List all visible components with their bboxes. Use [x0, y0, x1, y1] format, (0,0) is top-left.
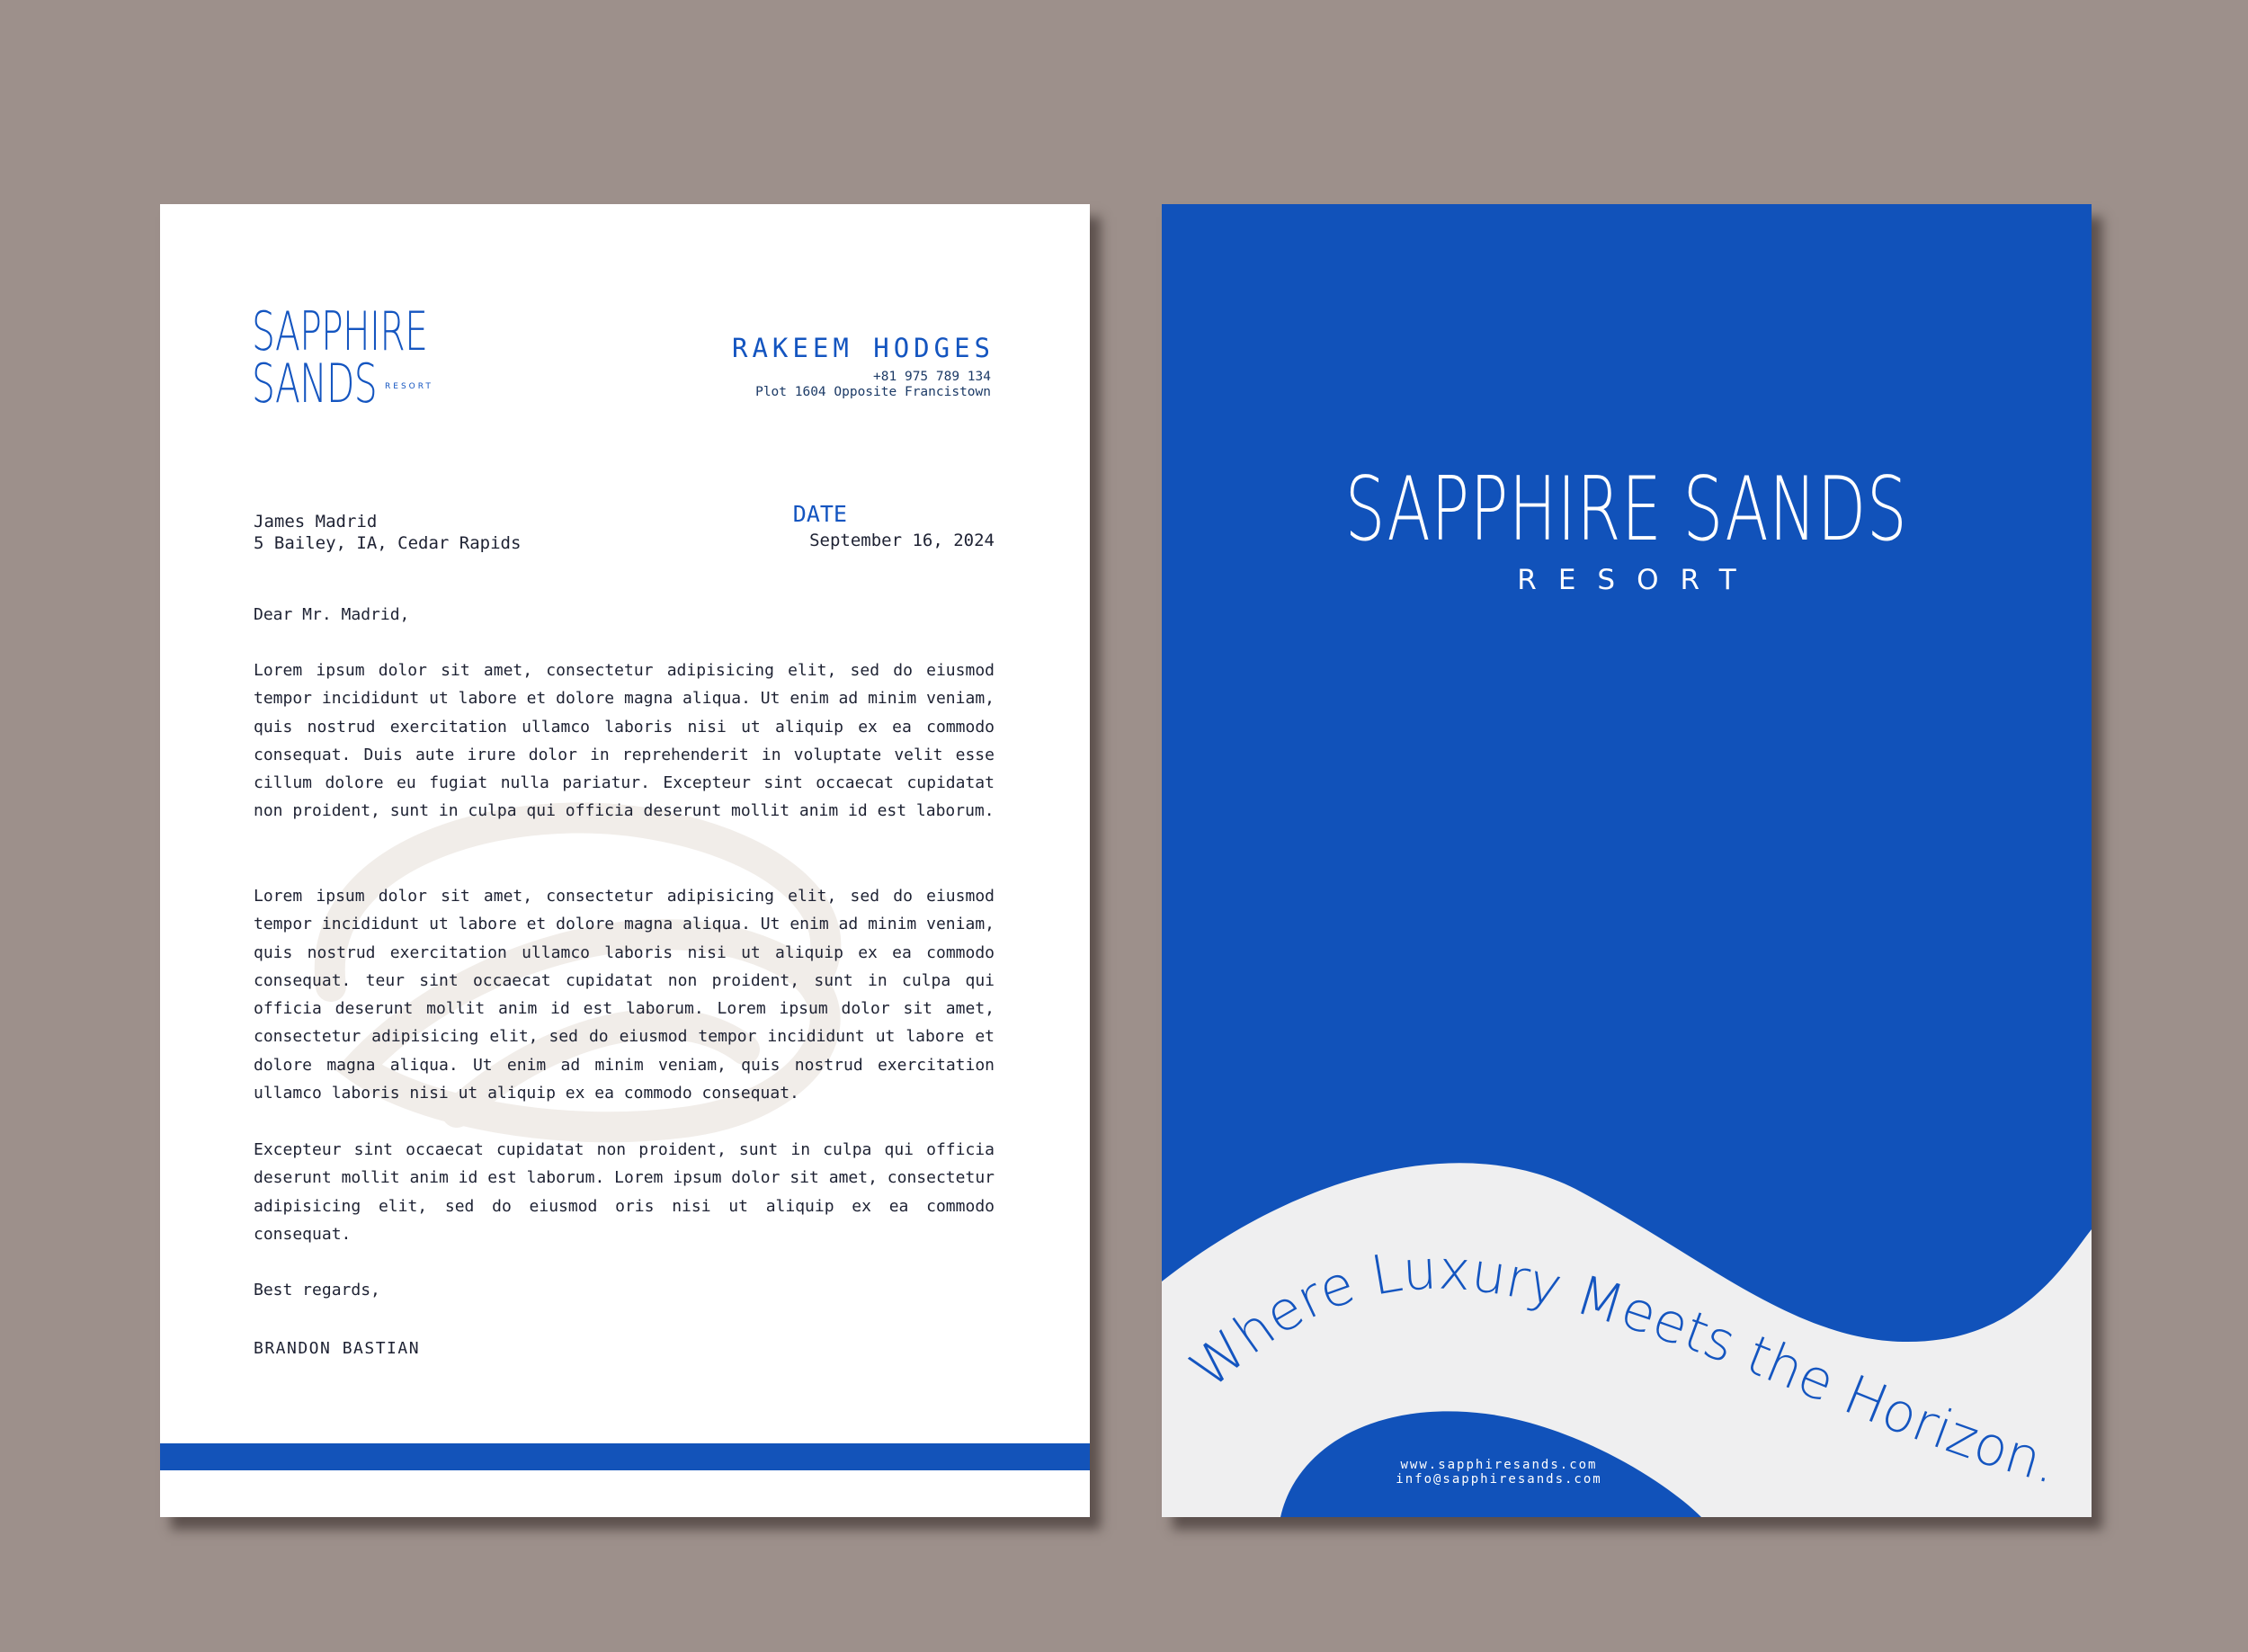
letterhead-page: [160, 204, 1090, 1517]
body-paragraph-2: Lorem ipsum dolor sit amet, consectetur adipisicing elit, sed do eiusmod tempor incididunt ut labore et dolore magna aliqua. Ut enim ad minim veniam, quis nostrud exercitation ullamco laboris nisi ut aliquip ex ea commodo consequat. teur sint occaecat cupidatat non proident, sunt in culpa qui officia deserunt mollit anim id est laborum. Lorem ipsum dolor sit amet, consectetur adipisicing elit, sed do eiusmod tempor incididunt ut labore et dolore magna aliqua. Ut enim ad minim veniam, quis nostrud exercitation ullamco laboris nisi ut aliquip ex ea commodo consequat.: [254, 887, 995, 1103]
footer-stripe: [160, 1443, 1090, 1470]
signature: BRANDON BASTIAN: [254, 1339, 421, 1358]
logo-resort-tag: RESORT: [385, 382, 433, 391]
date-label: DATE: [792, 501, 847, 527]
cover-title: [1162, 460, 2092, 559]
logo-word-sapphire: SAPPHIRE: [252, 300, 428, 363]
letterhead-logo: [252, 300, 468, 423]
recipient-block: [254, 511, 521, 554]
cover-wave-graphic: [1162, 204, 2092, 1517]
closing: Best regards,: [254, 1281, 380, 1299]
cover-email: info@sapphiresands.com: [1396, 1472, 1602, 1487]
sender-name: RAKEEM HODGES: [732, 333, 995, 363]
body-paragraph-1: Lorem ipsum dolor sit amet, consectetur adipisicing elit, sed do eiusmod tempor incididunt ut labore et dolore magna aliqua. Ut enim ad minim veniam, quis nostrud exercitation ullamco laboris nisi ut aliquip ex ea commodo consequat. Duis aute irure dolor in reprehenderit in voluptate velit esse cillum dolore eu fugiat nulla pariatur. Excepteur sint occaecat cupidatat non proident, sunt in culpa qui officia deserunt mollit anim id est laborum.: [254, 661, 995, 821]
cover-title-text: SAPPHIRE SANDS: [1345, 459, 1908, 561]
cover-page: [1162, 204, 2092, 1517]
sender-address: Plot 1604 Opposite Francistown: [755, 385, 991, 399]
date-value: September 16, 2024: [809, 531, 995, 550]
tagline-path: Where Luxury Meets the Horizon.: [1178, 1238, 2065, 1496]
logo-word-sands: SANDS: [252, 353, 378, 415]
recipient-address: 5 Bailey, IA, Cedar Rapids: [254, 533, 522, 553]
sender-phone: +81 975 789 134: [873, 370, 991, 384]
salutation: Dear Mr. Madrid,: [254, 605, 410, 624]
cover-subtitle: RESORT: [1517, 564, 1758, 596]
body-paragraph-3: Excepteur sint occaecat cupidatat non proident, sunt in culpa qui officia deserunt mollit anim id est laborum. Lorem ipsum dolor sit amet, consectetur adipisicing elit, sed do eiusmod oris nisi ut aliquip ex ea commodo consequat.: [254, 1140, 995, 1244]
cover-website: www.sapphiresands.com: [1400, 1458, 1598, 1472]
recipient-name: James Madrid: [254, 512, 378, 531]
